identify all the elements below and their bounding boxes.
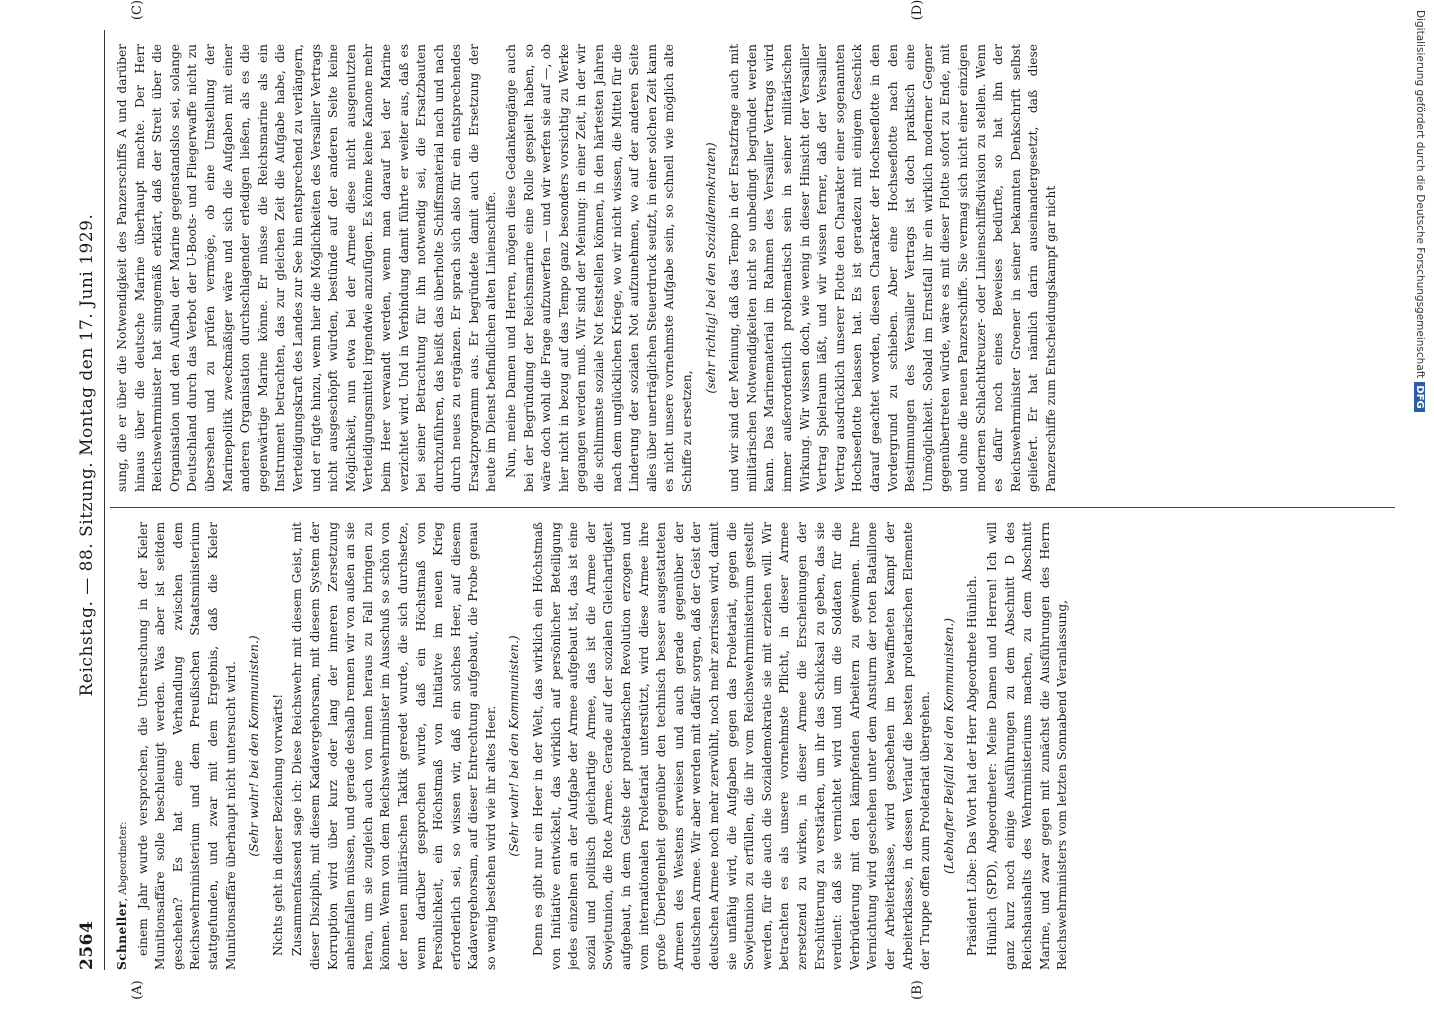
margin-marker-b: (B) <box>910 980 925 1000</box>
paragraph: und wir sind der Meinung, daß das Tempo in der Ersatzfrage auch mit militärischen Notwendigkeiten nicht so unbedingt begründet werden kann. Das Marinematerial im Rahmen des Versailler Vertrags wird immer außerordentlich problematisch sein in seiner militärischen Wirkung. Wir wissen doch, wie wenig in dieser Hinsicht der Versailler Vertrag Spielraum läßt, und wir wissen ferner, daß der Versailler Vertrag ausdrücklich unserer Flotte den Charakter einer sogenannten Hochseeflotte belassen hat. Es ist geradezu mit einigem Geschick darauf geachtet worden, diesen Charakter der Hochseeflotte in den Vordergrund zu schieben. Aber eine Hochseeflotte nach den Bestimmungen des Versailler Vertrags ist doch praktisch eine Unmöglichkeit. Sobald im Ernstfall ihr ein wirklich moderner Gegner gegenübertreten würde, wäre es mit dieser Flotte sofort zu Ende, mit und ohne die neuen Panzerschiffe. Sie vermag sich nicht einer einzigen modernen Schlachtkreuzer- oder Linienschiffsdivision zu stellen. Wenn es dafür noch eines Beweises bedürfte, so hat ihn der Reichswehrminister Groener in seiner bekannten Denkschrift selbst geliefert. Er hat nämlich darin auseinandergesetzt, daß diese Panzerschiffe zum Entscheidungskampf gar nicht <box>727 44 1058 492</box>
paragraph: Zusammenfassend sage ich: Diese Reichswehr mit diesem Geist, mit dieser Disziplin, mit diesem Kadavergehorsam, mit diesem System der Korruption wird über kurz oder lang der inneren Zersetzung anheimfallen müssen, und gerade deshalb rennen wir von außen an sie heran, um sie zugleich auch von innen heraus zu Fall bringen zu können. Wenn von dem Reichswehrminister im Ausschuß so schön von der neuen militärischen Taktik geredet wurde, die sich durchsetze, wenn darüber gesprochen wurde, daß ein Höchstmaß von Persönlichkeit, ein Höchstmaß von Initiative im neuen Krieg erforderlich sei, so wissen wir, daß ein solches Heer, auf diesem Kadavergehorsam, auf dieser Entrechtung aufgebaut, die Probe genau so wenig bestehen wird wie ihr altes Heer. <box>290 522 498 970</box>
paragraph: Hünlich (SPD), Abgeordneter: Meine Damen und Herren! Ich will ganz kurz noch einige Ausführungen zu dem Abschnitt D des Reichshaushalts des Wehrministeriums machen, zu dem Abschnitt Marine, und zwar gegen mit zunächst die Ausführungen des Herrn Reichswehrministers vom letzten Sonnabend Veranlassung, <box>984 522 1070 970</box>
rotated-page <box>70 0 1400 1000</box>
paragraph: Nun, meine Damen und Herren, mögen diese Gedankengänge auch bei der Begründung der Reichsmarine eine Rolle gespielt haben, so wäre doch wohl die Frage aufzuwerfen — und wir werfen sie auf —, ob hier nicht in bezug auf das Tempo ganz besonders vorsichtig zu Werke gegangen werden muß. Wir sind der Meinung: in einer Zeit, in der wir die schlimmste soziale Not feststellen können, in den härtesten Jahren nach dem unglücklichen Kriege, wo wir nicht wissen, die Mittel für die Linderung der sozialen Not aufzunehmen, wo auf der anderen Seite alles über unerträglichen Steuerdruck seufzt, in einer solchen Zeit kann es nicht unsere vornehmste Aufgabe sein, so schnell wie möglich alte Schiffe zu ersetzen, <box>504 44 694 492</box>
margin-marker-c: (C) <box>130 0 145 21</box>
column-divider <box>110 507 1395 508</box>
interjection: (Sehr wahr! bei den Kommunisten.) <box>507 635 522 857</box>
left-column <box>114 522 1394 970</box>
interjection: (Lebhafter Beifall bei den Kommunisten.) <box>941 618 956 875</box>
dfg-notice-text: Digitalisierung gefördert durch die Deutsche Forschungsgemeinschaft <box>1414 10 1426 379</box>
paragraph: sung, die er über die Notwendigkeit des Panzerschiffs A und darüber hinaus über die deutsche Marine überhaupt machte. Der Herr Reichswehrminister hat sinngemäß erklärt, daß der Streit über die Organisation und den Aufbau der Marine gegenstandslos sei, solange Deutschland durch das Verbot der U-Boots- und Fliegerwaffe nicht zu übersehen und zu prüfen vermöge, ob eine Umstellung der Marinepolitik zweckmäßiger wäre und sich die Aufgaben mit einer anderen Organisation durchschlagender erledigen ließen, als es die gegenwärtige Marine könne. Er müsse die Reichsmarine als ein Instrument betrachten, das zur gleichen Zeit die Aufgabe habe, die Verteidigungskraft des Landes zur See hin entsprechend zu verlängern, und er fügte hinzu, wenn hier die Möglichkeiten des Versailler Vertrags nicht ausgeschöpft würden, bestünde auf der anderen Seite keine Möglichkeit, nun etwa bei der Armee diese nicht ausgenutzten Verteidigungsmittel irgendwie anzufügen. Es könne keine Kanone mehr beim Heer verwandt werden, wenn man darauf bei der Marine verzichtet wird. Und in Verbindung damit führte er weiter aus, daß es bei seiner Betrachtung für ihn notwendig sei, die Ersatzbauten durchzuführen, das heißt das überholte Schiffsmaterial nach und nach durch neues zu ergänzen. Er sprach sich also für ein entsprechendes Ersatzprogramm aus. Er begründete damit auch die Ersetzung der heute im Dienst befindlichen alten Linienschiffe. <box>115 44 499 492</box>
paragraph: Denn es gibt nur ein Heer in der Welt, das wirklich ein Höchstmaß von Initiative entwickelt, das wirklich auf persönlicher Beteiligung jedes einzelnen an der Aufgabe der Armee aufgebaut ist, das ist eine sozial und politisch gleichartige Armee, das ist die Armee der Sowjetunion, die Rote Armee. Gerade auf der sozialen Gleichartigkeit aufgebaut, in dem Geiste der proletarischen Revolution erzogen und vom internationalen Proletariat unterstützt, wird diese Armee ihre große Überlegenheit gegenüber den technisch besser ausgestatteten Armeen des Westens erweisen und auch gerade gegenüber der deutschen Armee. Wir aber werden mit dafür sorgen, daß der Geist der deutschen Armee noch mehr zerwühlt, noch mehr zerrissen wird, damit sie unfähig wird, die Aufgaben gegen das Proletariat, gegen die Sowjetunion zu erfüllen, die ihr vom Reichswehrministerium gestellt werden, für die auch die Sozialdemokratie sie mit erziehen will. Wir betrachten es als unsere vornehmste Pflicht, in dieser Armee zersetzend zu wirken, in dieser Armee die Erscheinungen der Erschütterung zu verstärken, um ihr das Schicksal zu geben, das sie verdient: daß sie vernichtet wird und um die Soldaten für die Verbrüderung mit den kämpfenden Arbeitern zu gewinnen. Ihre Vernichtung wird geschehen unter dem Ansturm der roten Bataillone der Arbeiterklasse, wird geschehen im bewaffneten Kampf der Arbeiterklasse, in dessen Verlauf die besten proletarischen Elemente der Truppe offen zum Proletariat übergehen. <box>531 522 933 970</box>
header-rule <box>104 30 105 970</box>
speaker-role: , Abgeordneter: <box>118 821 129 902</box>
page-number: 2564 <box>77 920 97 970</box>
interjection: (Sehr wahr! bei den Kommunisten.) <box>247 635 262 857</box>
speaker-line <box>114 522 133 970</box>
page-title: Reichstag. — 88. Sitzung. Montag den 17. Juni 1929. <box>77 213 97 697</box>
dfg-logo: DFG <box>1414 382 1425 411</box>
paragraph: Präsident Löbe: Das Wort hat der Herr Abgeordnete Hünlich. <box>965 575 980 956</box>
paragraph: Nichts geht in dieser Beziehung vorwärts! <box>270 693 285 956</box>
speaker-name: Schneller <box>115 901 129 970</box>
page-header <box>70 30 104 970</box>
margin-marker-d: (D) <box>910 0 925 21</box>
dfg-notice <box>1408 10 1428 710</box>
interjection: (sehr richtig! bei den Sozialdemokraten) <box>703 142 718 394</box>
margin-marker-a: (A) <box>130 980 145 1000</box>
paragraph: einem Jahr wurde versprochen, die Untersuchung in der Kieler Munitionsaffäre solle beschleunigt werden. Was aber ist seitdem geschehen? Es hat eine Verhandlung zwischen dem Reichswehrministerium und dem Preußischen Staatsministerium stattgefunden, und zwar mit dem Ergebnis, daß die Kieler Munitionsaffäre überhaupt nicht untersucht wird. <box>135 522 238 970</box>
right-column <box>114 44 1394 492</box>
